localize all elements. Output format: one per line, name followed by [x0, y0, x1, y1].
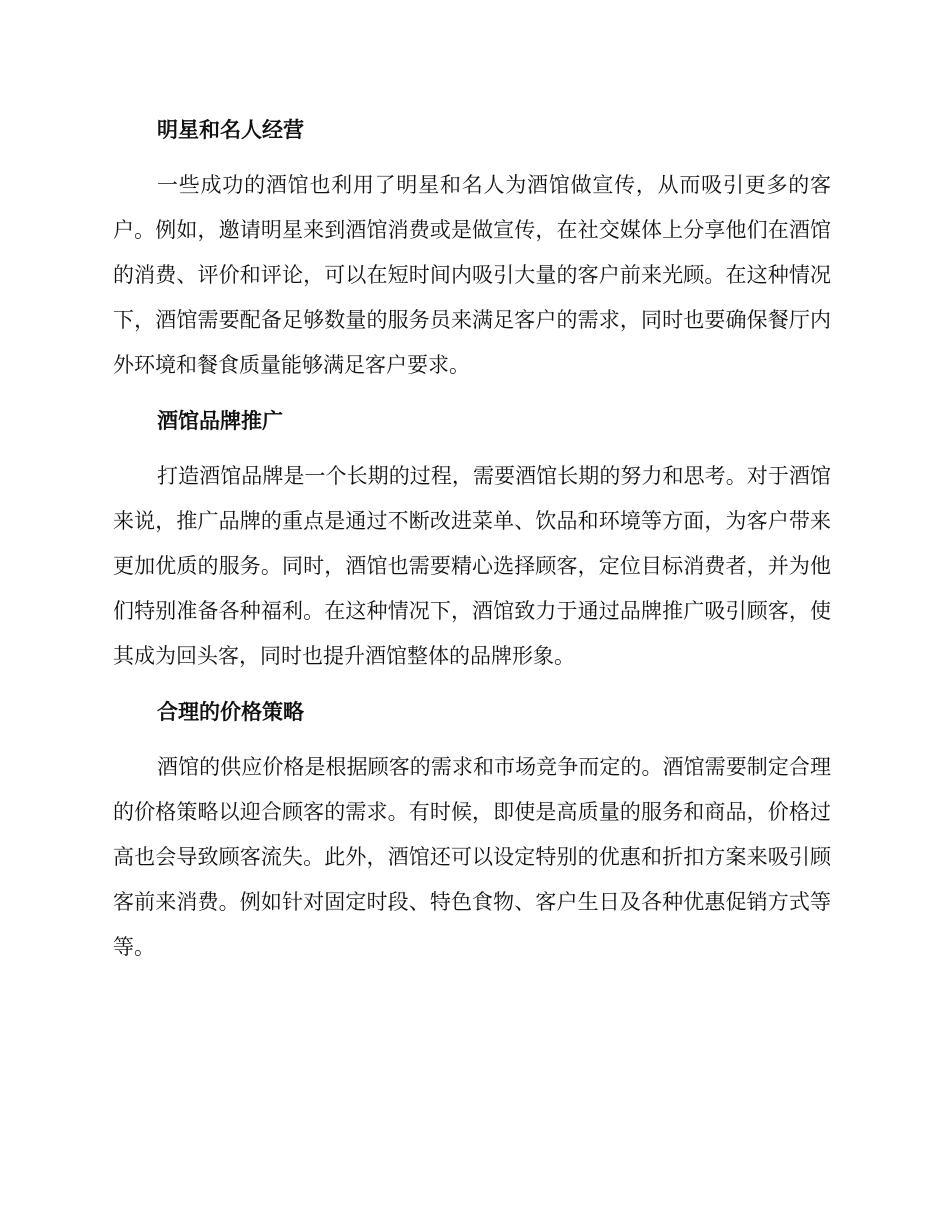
document-page	[113, 108, 831, 970]
section-paragraph-celebrity: 一些成功的酒馆也利用了明星和名人为酒馆做宣传，从而吸引更多的客户。例如，邀请明星来到酒馆消费或是做宣传，在社交媒体上分享他们在酒馆的消费、评价和评论，可以在短时间内吸引大量的客户前来光顾。在这种情况下，酒馆需要配备足够数量的服务员来满足客户的需求，同时也要确保餐厅内外环境和餐食质量能够满足客户要求。	[113, 173, 831, 377]
section-heading-celebrity: 明星和名人经营	[157, 118, 304, 142]
section-paragraph-pricing: 酒馆的供应价格是根据顾客的需求和市场竞争而定的。酒馆需要制定合理的价格策略以迎合顾客的需求。有时候，即使是高质量的服务和商品，价格过高也会导致顾客流失。此外，酒馆还可以设定特别的优惠和折扣方案来吸引顾客前来消费。例如针对固定时段、特色食物、客户生日及各种优惠促销方式等等。	[113, 755, 831, 959]
section-paragraph-brand: 打造酒馆品牌是一个长期的过程，需要酒馆长期的努力和思考。对于酒馆来说，推广品牌的重点是通过不断改进菜单、饮品和环境等方面，为客户带来更加优质的服务。同时，酒馆也需要精心选择顾客，定位目标消费者，并为他们特别准备各种福利。在这种情况下，酒馆致力于通过品牌推广吸引顾客，使其成为回头客，同时也提升酒馆整体的品牌形象。	[113, 464, 831, 668]
section-heading-brand: 酒馆品牌推广	[157, 409, 283, 433]
section-heading-pricing: 合理的价格策略	[157, 700, 304, 724]
